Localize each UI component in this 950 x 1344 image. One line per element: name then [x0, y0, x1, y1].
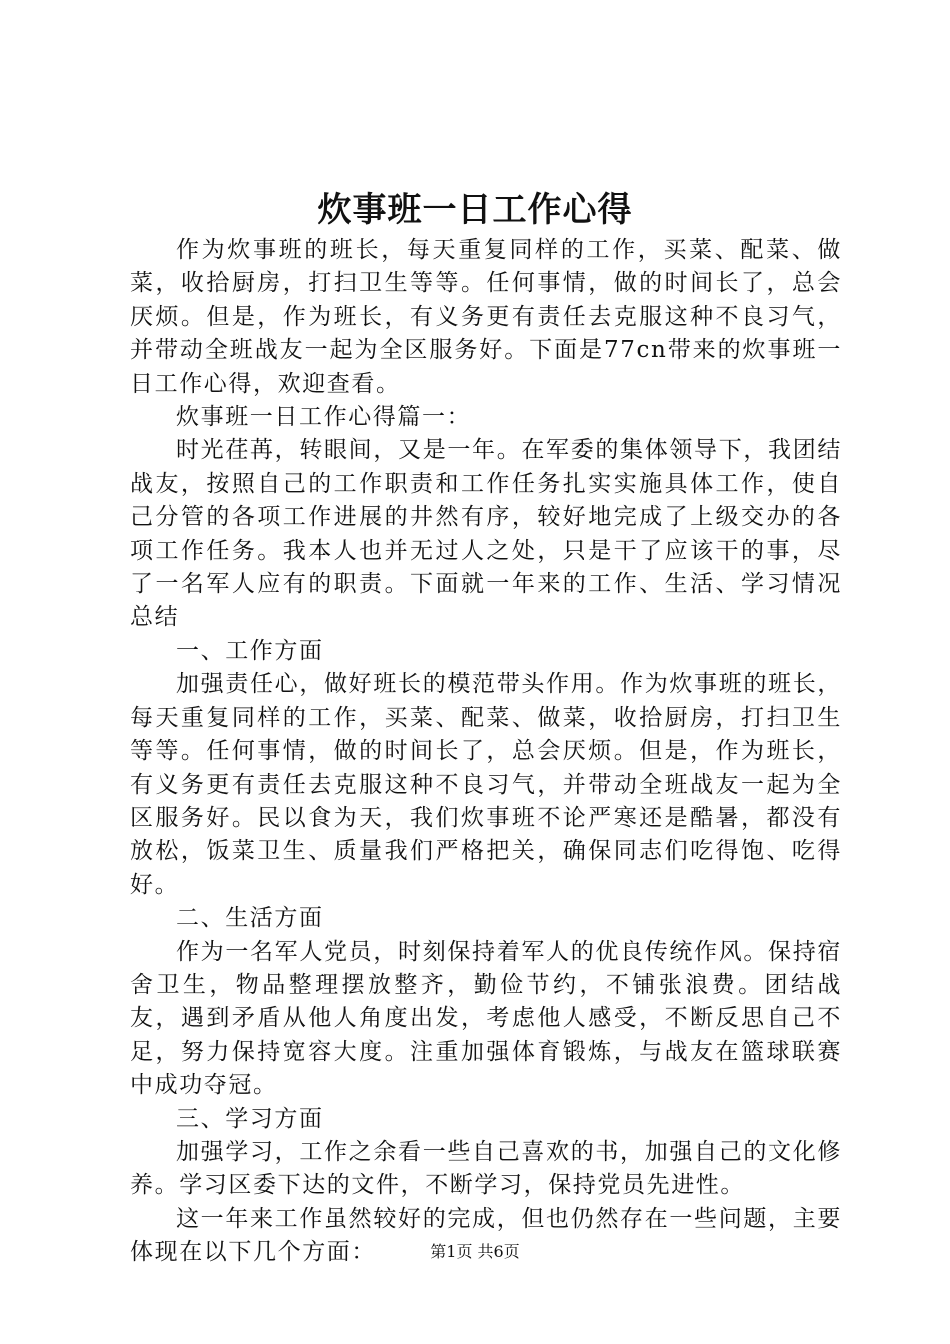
paragraph-intro: 作为炊事班的班长，每天重复同样的工作，买菜、配菜、做菜，收拾厨房，打扫卫生等等。任何事情，做的时间长了，总会厌烦。但是，作为班长，有义务更有责任去克服这种不良习气，并带动全班战友一起为全区服务好。下面是77cn带来的炊事班一日工作心得，欢迎查看。 [130, 237, 842, 397]
paragraph-work: 加强责任心，做好班长的模范带头作用。作为炊事班的班长，每天重复同样的工作，买菜、配菜、做菜，收拾厨房，打扫卫生等等。任何事情，做的时间长了，总会厌烦。但是，作为班长，有义务更有责任去克服这种不良习气，并带动全班战友一起为全区服务好。民以食为天，我们炊事班不论严寒还是酷暑，都没有放松，饭菜卫生、质量我们严格把关，确保同志们吃得饱、吃得好。 [130, 671, 842, 898]
heading-work: 一、工作方面 [176, 637, 324, 664]
paragraph-life: 作为一名军人党员，时刻保持着军人的优良传统作风。保持宿舍卫生，物品整理摆放整齐，勤俭节约，不铺张浪费。团结战友，遇到矛盾从他人角度出发，考虑他人感受，不断反思自己不足，努力保持宽容大度。注重加强体育锻炼，与战友在篮球联赛中成功夺冠。 [130, 938, 842, 1099]
paragraph-section-heading: 炊事班一日工作心得篇一： [176, 404, 472, 431]
paragraph-problems: 这一年来工作虽然较好的完成，但也仍然存在一些问题，主要体现在以下几个方面： [130, 1205, 842, 1266]
paragraph-study: 加强学习，工作之余看一些自己喜欢的书，加强自己的文化修养。学习区委下达的文件，不断学习，保持党员先进性。 [130, 1138, 842, 1199]
page-number-footer: 第1页 共6页 [430, 1242, 520, 1261]
paragraph-summary: 时光荏苒，转眼间，又是一年。在军委的集体领导下，我团结战友，按照自己的工作职责和工作任务扎实实施具体工作，使自己分管的各项工作进展的井然有序，较好地完成了上级交办的各项工作任务。我本人也并无过人之处，只是干了应该干的事，尽了一名军人应有的职责。下面就一年来的工作、生活、学习情况总结 [130, 437, 842, 631]
document-title: 炊事班一日工作心得 [317, 190, 633, 230]
heading-life: 二、生活方面 [176, 905, 324, 932]
heading-study: 三、学习方面 [176, 1105, 324, 1132]
document-body [130, 234, 842, 1270]
